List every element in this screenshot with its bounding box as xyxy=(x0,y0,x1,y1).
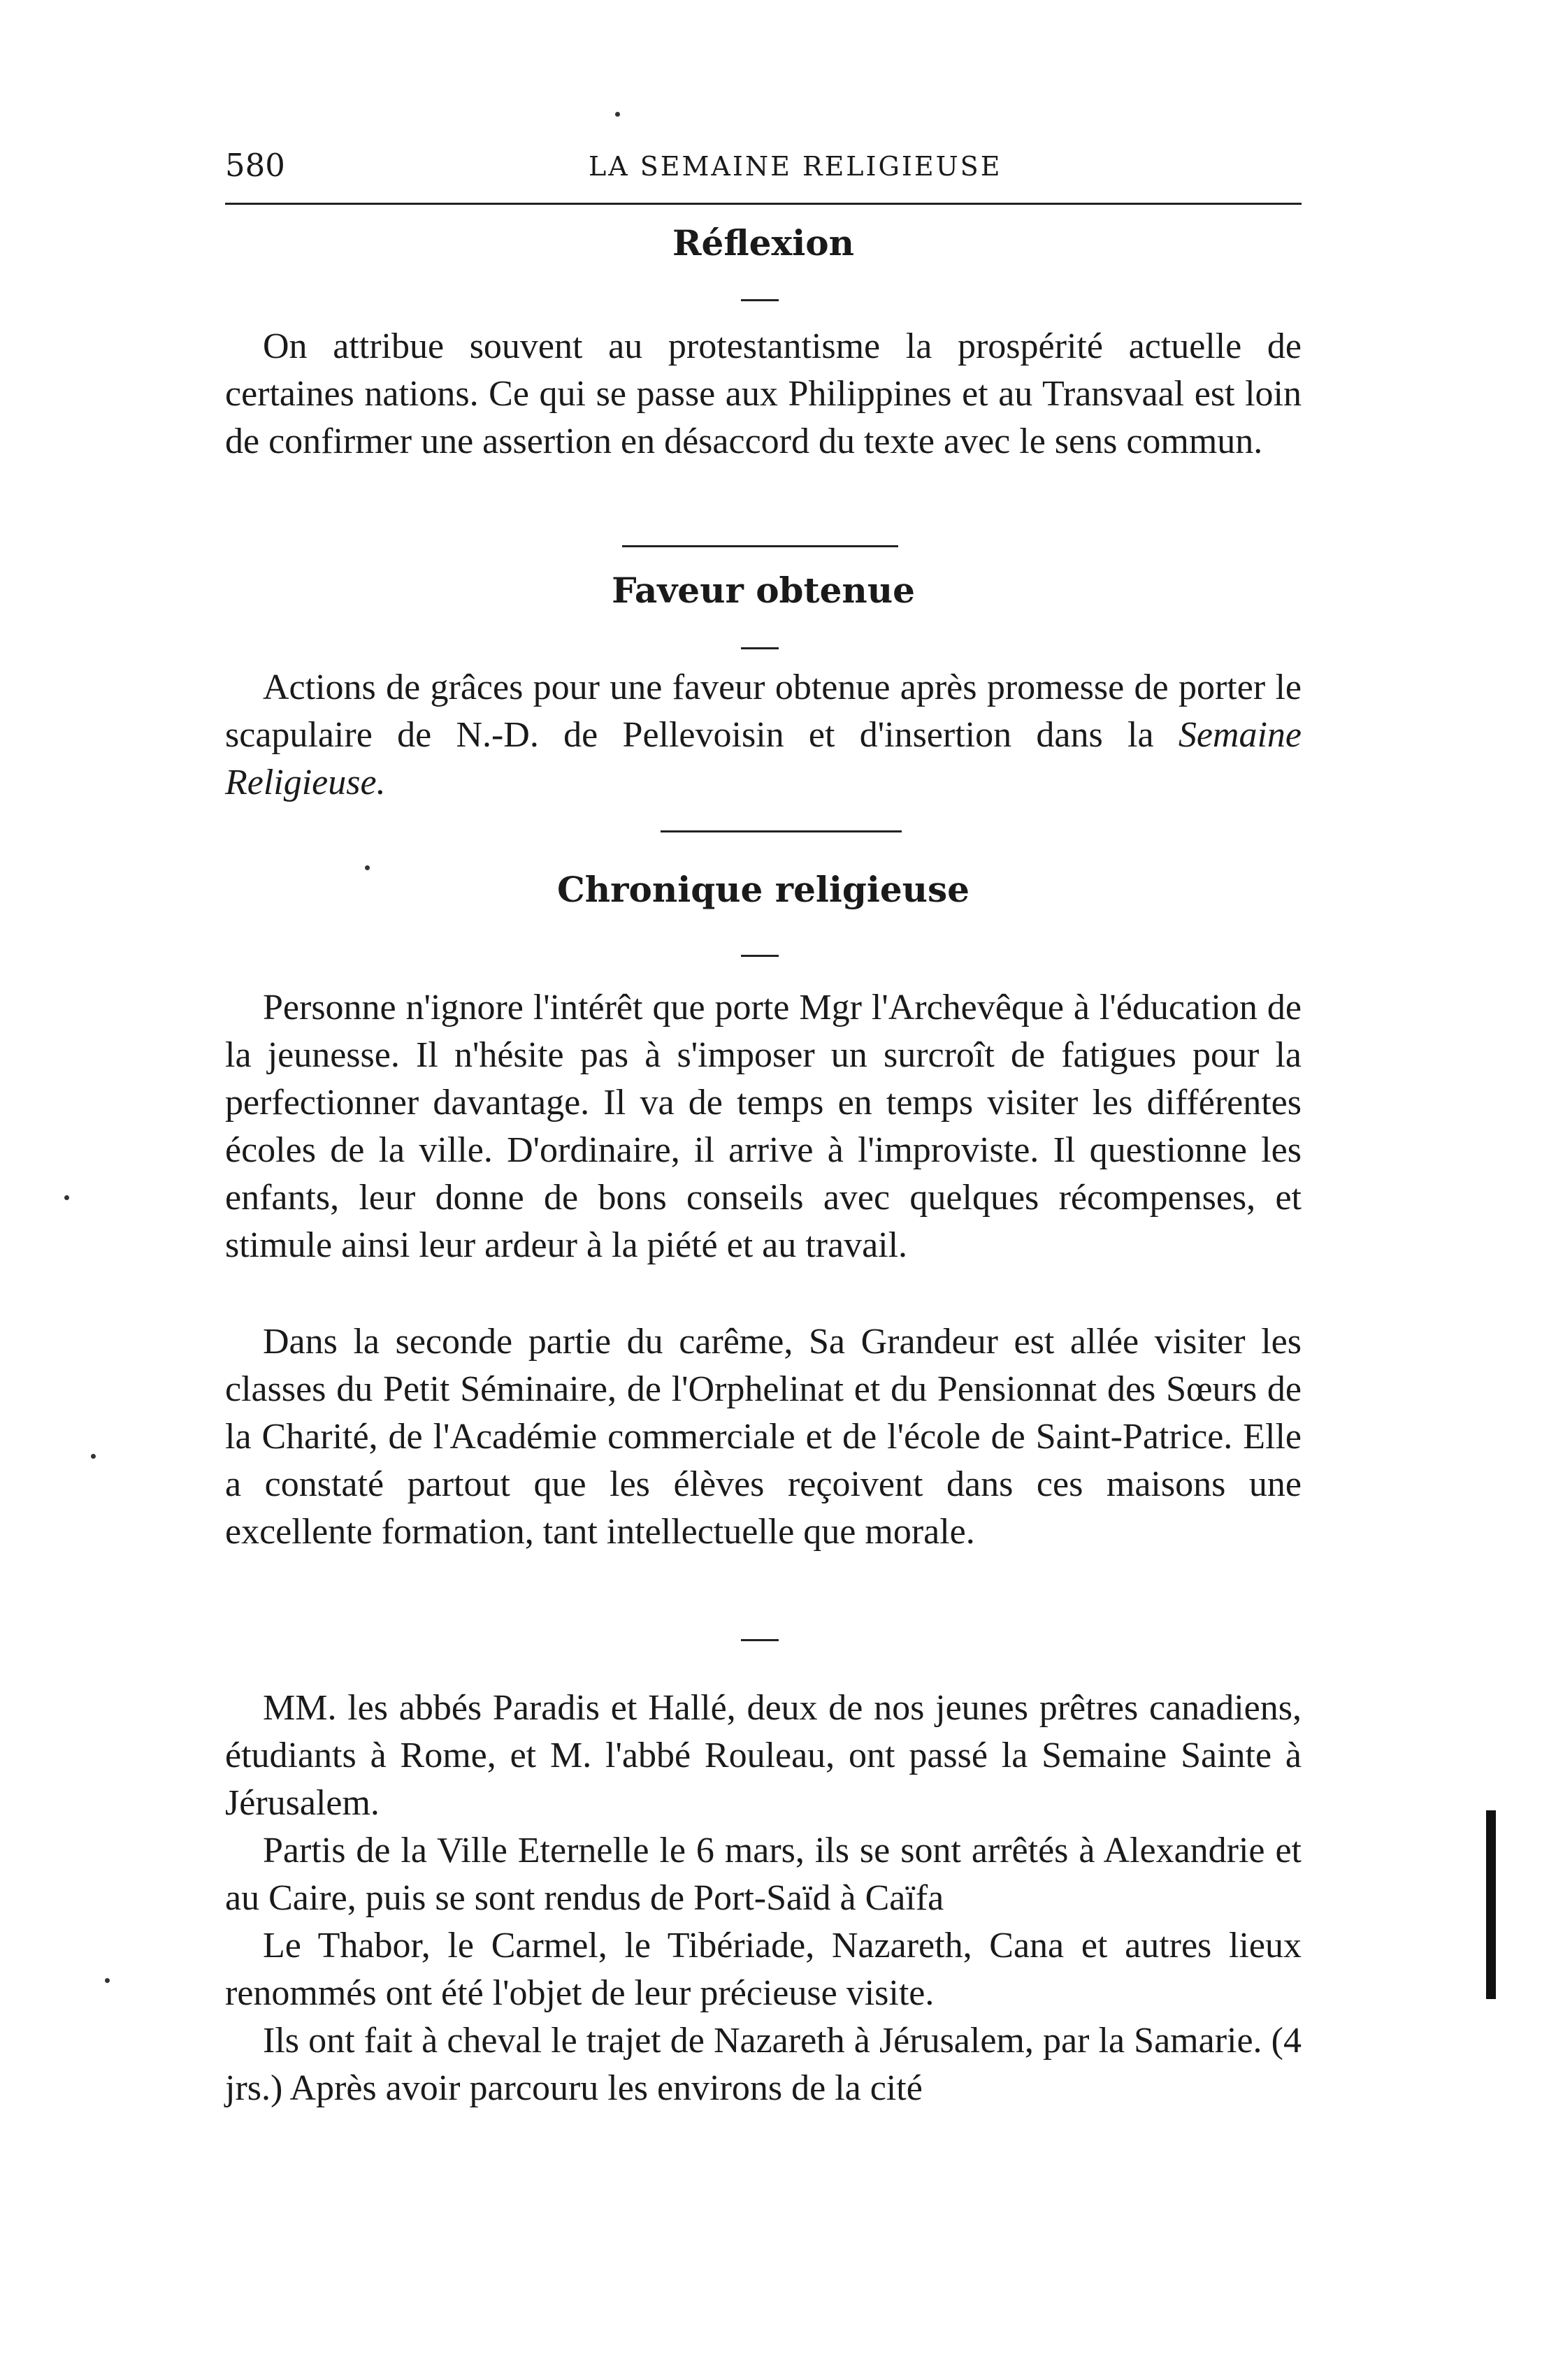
page-number: 580 xyxy=(225,147,285,184)
paragraph-faveur xyxy=(225,664,1302,807)
running-title: LA SEMAINE RELIGIEUSE xyxy=(589,151,1002,182)
faveur-italic-title: Semaine Religieuse. xyxy=(225,715,1302,802)
scan-edge-mark xyxy=(1486,1810,1496,1999)
faveur-text: Actions de grâces pour une faveur obtenue après promesse de porter le scapulaire de N.-D. de Pellevoisin et d'insertion dans la xyxy=(225,668,1302,755)
section-heading-chronique: Chronique religieuse xyxy=(557,869,970,910)
paragraph-chronique-4: Partis de la Ville Eternelle le 6 mars, ils se sont arrêtés à Alexandrie et au Caire, puis se sont rendus de Port-Saïd à Caïfa xyxy=(225,1831,1302,1918)
paragraph-reflexion: On attribue souvent au protestantisme la prospérité actuelle de certaines nations. Ce qui se passe aux Philippines et au Transvaal est loin de confirmer une assertion en désaccord du texte avec le sens commun. xyxy=(225,326,1302,461)
section-heading-reflexion: Réflexion xyxy=(672,222,855,264)
scan-speck xyxy=(91,1454,96,1459)
section-dash xyxy=(741,299,779,301)
page-header xyxy=(225,147,1302,189)
header-rule xyxy=(225,203,1302,205)
paragraph-chronique-1: Personne n'ignore l'intérêt que porte Mgr l'Archevêque à l'éducation de la jeunesse. Il n'hésite pas à s'imposer un surcroît de fatigues pour la perfectionner davantage. Il va de temps en temps visiter les différentes écoles de la ville. D'ordinaire, il arrive à l'improviste. Il questionne les enfants, leur donne de bons conseils avec quelques récompenses, et stimule ainsi leur ardeur à la piété et au travail. xyxy=(225,988,1302,1265)
section-dash xyxy=(741,647,779,649)
paragraph-chronique-5: Le Thabor, le Carmel, le Tibériade, Nazareth, Cana et autres lieux renommés ont été l'objet de leur précieuse visite. xyxy=(225,1926,1302,2013)
paragraph-chronique-2: Dans la seconde partie du carême, Sa Grandeur est allée visiter les classes du Petit Séminaire, de l'Orphelinat et du Pensionnat des Sœurs de la Charité, de l'Académie commerciale et de l'école de Saint-Patrice. Elle a constaté partout que les élèves reçoivent dans ces maisons une excellente formation, tant intellectuelle que morale. xyxy=(225,1322,1302,1552)
paragraph-chronique-3: MM. les abbés Paradis et Hallé, deux de nos jeunes prêtres canadiens, étudiants à Rome, et M. l'abbé Rouleau, ont passé la Semaine Sainte à Jérusalem. xyxy=(225,1688,1302,1823)
section-dash xyxy=(741,955,779,957)
section-dash xyxy=(741,1639,779,1641)
section-separator xyxy=(622,545,898,547)
scan-speck xyxy=(615,112,620,117)
section-heading-faveur: Faveur obtenue xyxy=(612,570,915,611)
scan-speck xyxy=(64,1195,69,1200)
scan-speck xyxy=(105,1978,110,1983)
scan-speck xyxy=(365,865,370,870)
section-separator xyxy=(661,830,902,832)
paragraph-chronique-6: Ils ont fait à cheval le trajet de Nazareth à Jérusalem, par la Samarie. (4 jrs.) Après avoir parcouru les environs de la cité xyxy=(225,2021,1302,2108)
